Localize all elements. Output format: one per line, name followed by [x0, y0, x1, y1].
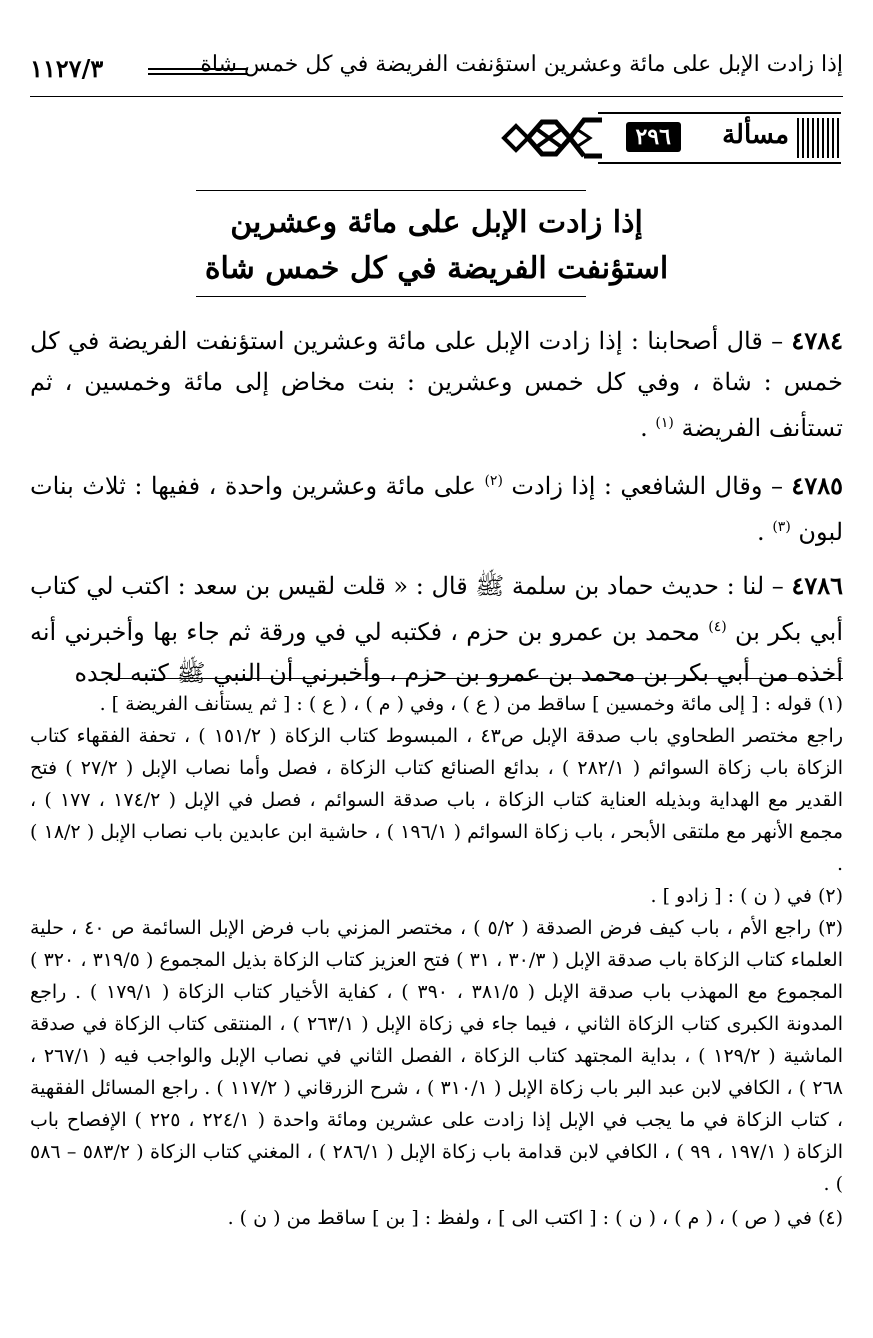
paragraph-text: – لنا : حديث حماد بن سلمة ﷺ قال : « قلت لقيس بن سعد : اكتب لي كتاب أبي بكر بن: [30, 572, 844, 646]
footnote-ref: (٣): [772, 519, 791, 535]
running-header: [30, 52, 843, 92]
paragraph-number: ٤٧٨٤: [791, 326, 843, 355]
running-title: إذا زادت الإبل على مائة وعشرين استؤنفت الفريضة في كل خمس شاة: [200, 52, 843, 77]
footnote-divider: [109, 678, 843, 679]
main-text: [30, 320, 843, 706]
footnote-ref: (٤): [708, 619, 727, 635]
paragraph: [30, 320, 843, 449]
striped-bars-ornament: [797, 118, 841, 158]
footnote: راجع مختصر الطحاوي باب صدقة الإبل ص٤٣ ، المبسوط كتاب الزكاة ( ١٥١/٢ ) ، تحفة الفقهاء كتاب الزكاة باب زكاة السوائم ( ٢٨٢/١ ) ، بدائع الصنائع كتاب الزكاة ، فصل وأما نصاب الإبل ( ٢٧/٢ ) فتح القدير مع الهداية وبذيله العناية كتاب الزكاة ، باب صدقة السوائم ، فصل في الإبل ( ١٧٤/٢ ، ١٧٧ ) ، مجمع الأنهر مع ملتقى الأبحر ، باب زكاة السوائم ( ١٩٦/١ ) ، حاشية ابن عابدين باب نصاب الإبل ( ١٨/٢ ) .: [30, 725, 844, 875]
title-rule-top: [196, 190, 586, 191]
issue-title: [150, 200, 723, 292]
footnote: (٤) في ( ص ) ، ( م ) ، ( ن ) : [ اكتب الى ] ، ولفظ : [ بن ] ساقط من ( ن ) .: [227, 1207, 843, 1229]
footnotes: [30, 688, 843, 1234]
page-number: ١١٢٧/٣: [30, 54, 104, 83]
paragraph: [30, 565, 843, 694]
title-line-2: استؤنفت الفريضة في كل خمس شاة: [204, 251, 669, 286]
paragraph: [30, 461, 843, 553]
masala-banner: [498, 116, 841, 172]
footnote: (٣) راجع الأم ، باب كيف فرض الصدقة ( ٥/٢ ) ، مختصر المزني باب فرض الإبل السائمة ص ٤٠ ، حلية العلماء كتاب الزكاة باب صدقة الإبل ( ٣٠/٣ ، ٣١ ) فتح العزيز كتاب الزكاة بذيل المجموع ( ٣١٩/٥ ، ٣٢٠ ) المجموع مع المهذب باب صدقة الإبل ( ٣٨١/٥ ، ٣٩٠ ) ، كفاية الأخيار كتاب الزكاة ( ١٧٩/١ ) . راجع المدونة الكبرى كتاب الزكاة الثاني ، فيما جاء في زكاة الإبل ( ٢٦٣/١ ) ، المنتقى كتاب الزكاة في صدقة الماشية ( ١٢٩/٢ ) ، بداية المجتهد كتاب الزكاة ، الفصل الثاني في نصاب الإبل والواجب فيه ( ٢٦٧/١ ، ٢٦٨ ) ، الكافي لابن عبد البر باب زكاة الإبل ( ٣١٠/١ ) ، شرح الزرقاني ( ١١٧/٢ ) . راجع المسائل الفقهية ، كتاب الزكاة في ما يجب في الإبل إذا زادت على عشرين ومائة واحدة ( ٢٢٤/١ ، ٢٢٥ ) الإفصاح باب الزكاة ( ١٩٧/١ ، ٩٩ ) ، الكافي لابن قدامة باب زكاة الإبل ( ٢٨٦/١ ) ، المغني كتاب الزكاة ( ٥٨٣/٢ – ٥٨٦ ) .: [30, 917, 844, 1195]
paragraph-text: محمد بن عمرو بن حزم ، فكتبه لي في ورقة ثم جاء بها وأخبرني أنه أخذه من أبي بكر بن محمد بن عمرو بن حزم ، وأخبرني أن النبي ﷺ كتبه لجده: [30, 618, 843, 687]
footnote-ref: (٢): [484, 473, 503, 489]
paragraph-end: .: [640, 414, 656, 442]
paragraph-text: – قال أصحابنا : إذا زادت الإبل على مائة وعشرين استؤنفت الفريضة في كل خمس : شاة ، وفي كل خمس وعشرين : بنت مخاض إلى مائة وخمسين ، ثم تستأنف الفريضة: [30, 327, 843, 442]
title-rule-bottom: [196, 296, 586, 297]
paragraph-number: ٤٧٨٦: [791, 571, 843, 600]
masala-number: ٢٩٦: [626, 122, 681, 152]
footnote: (٢) في ( ن ) : [ زادو ] .: [650, 885, 843, 907]
paragraph-text: – وقال الشافعي : إذا زادت: [511, 472, 783, 500]
footnote-ref: (١): [655, 415, 674, 431]
header-divider: [30, 96, 843, 97]
paragraph-end: .: [757, 518, 773, 546]
footnote: (١) قوله : [ إلى مائة وخمسين ] ساقط من ( ع ) ، وفي ( م ) ، ( ع ) : [ ثم يستأنف الفريضة ] .: [99, 693, 843, 715]
paragraph-number: ٤٧٨٥: [791, 471, 843, 500]
paragraph-text: على مائة وعشرين واحدة ، ففيها : ثلاث بنات لبون: [30, 472, 843, 546]
knot-ornament-icon: [498, 110, 602, 166]
masala-label: مسألة: [722, 120, 789, 150]
title-line-1: إذا زادت الإبل على مائة وعشرين: [230, 205, 643, 240]
